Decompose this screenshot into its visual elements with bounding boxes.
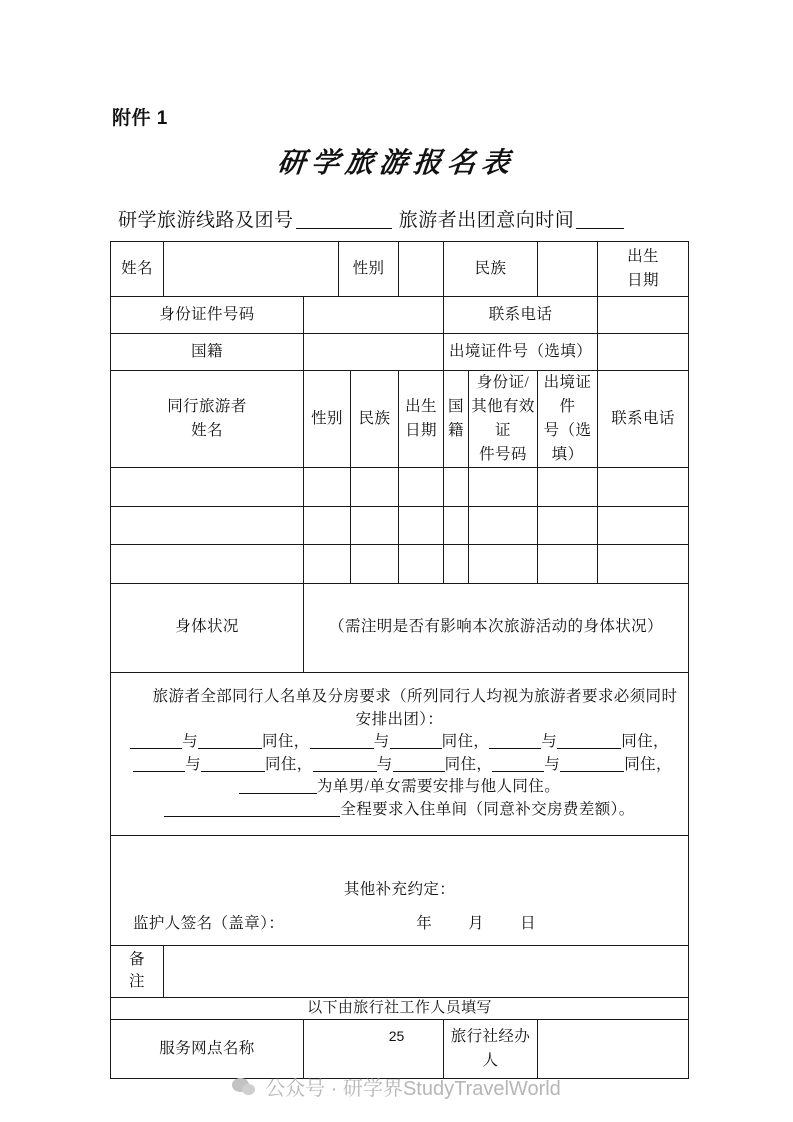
table-row-nationality-exitdoc bbox=[111, 334, 689, 371]
table-row-rooming bbox=[111, 672, 689, 835]
rooming-connector: 与 bbox=[376, 755, 393, 773]
companion-field-gender[interactable] bbox=[304, 468, 351, 507]
page-title: 研学旅游报名表 bbox=[275, 148, 517, 179]
table-row-other-agreements bbox=[111, 835, 689, 945]
field-nationality[interactable] bbox=[304, 334, 444, 371]
companion-field-nationality[interactable] bbox=[444, 545, 469, 584]
companion-header-nationality-line2: 籍 bbox=[448, 422, 464, 440]
rooming-blank[interactable] bbox=[133, 771, 185, 772]
label-year: 年 bbox=[416, 915, 433, 933]
label-id-number: 身份证件号码 bbox=[111, 297, 304, 334]
companion-header-gender: 性别 bbox=[304, 371, 351, 468]
field-health-note[interactable]: （需注明是否有影响本次旅游活动的身体状况） bbox=[304, 583, 689, 672]
label-birthdate-line2: 日期 bbox=[627, 272, 659, 289]
field-phone[interactable] bbox=[598, 297, 689, 334]
companion-field-phone[interactable] bbox=[598, 468, 689, 507]
agency-note: 以下由旅行社工作人员填写 bbox=[111, 997, 689, 1020]
companion-header-nationality-line1: 国 bbox=[448, 398, 464, 416]
companion-field-name[interactable] bbox=[111, 545, 304, 584]
companion-header-exit-line2: 号（选填） bbox=[543, 422, 592, 464]
companion-header-id bbox=[469, 371, 538, 468]
companion-field-name[interactable] bbox=[111, 468, 304, 507]
companion-header-birth-line1: 出生 bbox=[405, 398, 437, 416]
rooming-blank[interactable] bbox=[489, 748, 541, 749]
companion-field-name[interactable] bbox=[111, 506, 304, 545]
table-row-companion-header bbox=[111, 371, 689, 468]
rooming-blank[interactable] bbox=[198, 748, 262, 749]
companion-field-id[interactable] bbox=[469, 506, 538, 545]
companion-field-id[interactable] bbox=[469, 468, 538, 507]
field-name[interactable] bbox=[164, 242, 339, 297]
rooming-blank[interactable] bbox=[390, 748, 442, 749]
companion-field-ethnicity[interactable] bbox=[351, 545, 399, 584]
companion-field-exit[interactable] bbox=[538, 545, 598, 584]
companion-header-birth bbox=[399, 371, 444, 468]
rooming-single-line bbox=[111, 776, 688, 798]
companion-header-ethnicity: 民族 bbox=[351, 371, 399, 468]
companion-header-name-line1: 同行旅游者 bbox=[167, 398, 247, 416]
label-ethnicity: 民族 bbox=[474, 259, 507, 277]
companion-field-ethnicity[interactable] bbox=[351, 468, 399, 507]
route-and-group-line bbox=[118, 205, 624, 232]
rooming-single-text: 为单男/单女需要安排与他人同住。 bbox=[316, 778, 561, 796]
departure-intent-label: 旅游者出团意向时间 bbox=[398, 210, 575, 231]
label-remark bbox=[111, 945, 164, 997]
rooming-intro-line1: 旅游者全部同行人名单及分房要求（所列同行人均视为旅游者要求必须同时 bbox=[152, 688, 678, 706]
table-row-agency-note bbox=[111, 997, 689, 1020]
field-id-number[interactable] bbox=[304, 297, 444, 334]
rooming-suffix: 同住， bbox=[441, 733, 490, 751]
rooming-suffix: 同住， bbox=[264, 755, 313, 773]
companion-field-birth[interactable] bbox=[399, 506, 444, 545]
rooming-pair-line-2 bbox=[111, 754, 688, 776]
companion-field-exit[interactable] bbox=[538, 506, 598, 545]
label-guardian-signature: 监护人签名（盖章）： bbox=[133, 915, 285, 933]
companion-header-exit-line1: 出境证件 bbox=[543, 374, 592, 416]
registration-form-table bbox=[110, 241, 689, 1079]
label-service-branch: 服务网点名称 bbox=[111, 1020, 304, 1079]
label-birthdate bbox=[598, 242, 689, 297]
companion-field-ethnicity[interactable] bbox=[351, 506, 399, 545]
label-other-agreements: 其他补充约定： bbox=[343, 880, 456, 898]
companion-header-id-line1: 身份证/ bbox=[476, 374, 530, 391]
field-exit-document[interactable] bbox=[598, 334, 689, 371]
rooming-blank[interactable] bbox=[239, 793, 317, 794]
rooming-pair-line-1 bbox=[111, 731, 688, 753]
rooming-connector: 与 bbox=[541, 733, 558, 751]
label-remark-line2: 注 bbox=[129, 973, 145, 991]
rooming-suffix: 同住， bbox=[621, 733, 669, 751]
table-row-remark bbox=[111, 945, 689, 997]
table-row-applicant-basic bbox=[111, 242, 689, 297]
rooming-singleroom-line bbox=[111, 799, 688, 821]
field-remark[interactable] bbox=[164, 945, 689, 997]
label-health: 身体状况 bbox=[111, 583, 304, 672]
companion-field-nationality[interactable] bbox=[444, 506, 469, 545]
label-gender-wrap bbox=[339, 242, 399, 297]
table-row-companion-entry bbox=[111, 545, 689, 584]
departure-intent-blank bbox=[576, 228, 624, 229]
guardian-signature-line bbox=[133, 913, 536, 935]
label-birthdate-line1: 出生 bbox=[627, 247, 659, 265]
companion-field-gender[interactable] bbox=[304, 545, 351, 584]
companion-field-phone[interactable] bbox=[598, 506, 689, 545]
rooming-connector: 与 bbox=[373, 733, 390, 751]
rooming-singleroom-text: 全程要求入住单间（同意补交房费差额）。 bbox=[340, 800, 635, 818]
table-row-id-phone bbox=[111, 297, 689, 334]
rooming-blank[interactable] bbox=[164, 816, 340, 817]
watermark-text: 公众号 · 研学界StudyTravelWorld bbox=[265, 1078, 561, 1100]
other-agreements-cell[interactable] bbox=[111, 835, 689, 945]
rooming-blank[interactable] bbox=[201, 771, 265, 772]
watermark bbox=[0, 1072, 793, 1101]
field-gender[interactable] bbox=[399, 242, 444, 297]
label-agency-agent-line2: 人 bbox=[482, 1052, 499, 1070]
label-name: 姓名 bbox=[111, 242, 164, 297]
page-number: 25 bbox=[388, 1028, 405, 1044]
companion-field-nationality[interactable] bbox=[444, 468, 469, 507]
rooming-suffix: 同住， bbox=[261, 733, 310, 751]
table-row-health bbox=[111, 583, 689, 672]
companion-field-phone[interactable] bbox=[598, 545, 689, 584]
label-gender: 性别 bbox=[352, 259, 385, 277]
companion-field-birth[interactable] bbox=[399, 545, 444, 584]
field-ethnicity[interactable] bbox=[538, 242, 598, 297]
rooming-requirements-cell[interactable] bbox=[111, 672, 689, 835]
rooming-intro-line2: 安排出团）： bbox=[355, 710, 444, 728]
companion-header-name-line2: 姓名 bbox=[191, 422, 223, 440]
rooming-connector: 与 bbox=[185, 755, 201, 773]
rooming-suffix: 同住， bbox=[624, 755, 672, 773]
label-remark-line1: 备 bbox=[129, 950, 145, 968]
companion-header-nationality bbox=[444, 371, 469, 468]
rooming-suffix: 同住， bbox=[444, 755, 493, 773]
table-row-companion-entry bbox=[111, 468, 689, 507]
rooming-blank[interactable] bbox=[560, 771, 624, 772]
label-ethnicity-wrap bbox=[444, 242, 538, 297]
label-nationality: 国籍 bbox=[111, 334, 304, 371]
companion-field-gender[interactable] bbox=[304, 506, 351, 545]
attachment-label: 附件 1 bbox=[112, 108, 168, 129]
companion-header-phone: 联系电话 bbox=[598, 371, 689, 468]
label-agency-agent-line1: 旅行社经办 bbox=[450, 1028, 531, 1046]
wechat-icon bbox=[232, 1075, 256, 1099]
rooming-blank[interactable] bbox=[492, 771, 544, 772]
rooming-connector: 与 bbox=[544, 755, 561, 773]
companion-field-exit[interactable] bbox=[538, 468, 598, 507]
companion-header-name bbox=[111, 371, 304, 468]
rooming-blank[interactable] bbox=[393, 771, 445, 772]
rooming-connector: 与 bbox=[182, 733, 198, 751]
companion-header-id-line3: 件号码 bbox=[479, 446, 527, 464]
table-row-companion-entry bbox=[111, 506, 689, 545]
label-phone: 联系电话 bbox=[444, 297, 598, 334]
route-label: 研学旅游线路及团号 bbox=[118, 210, 294, 231]
rooming-blank[interactable] bbox=[310, 748, 374, 749]
rooming-blank[interactable] bbox=[130, 748, 182, 749]
companion-field-id[interactable] bbox=[469, 545, 538, 584]
label-month: 月 bbox=[468, 915, 485, 933]
label-day: 日 bbox=[520, 915, 536, 933]
companion-header-id-line2: 其他有效证 bbox=[471, 398, 535, 440]
companion-field-birth[interactable] bbox=[399, 468, 444, 507]
companion-header-birth-line2: 日期 bbox=[405, 422, 437, 440]
label-exit-document: 出境证件号（选填） bbox=[444, 334, 598, 371]
route-blank bbox=[296, 228, 392, 229]
rooming-blank[interactable] bbox=[313, 771, 377, 772]
rooming-blank[interactable] bbox=[557, 748, 621, 749]
companion-header-exit bbox=[538, 371, 598, 468]
